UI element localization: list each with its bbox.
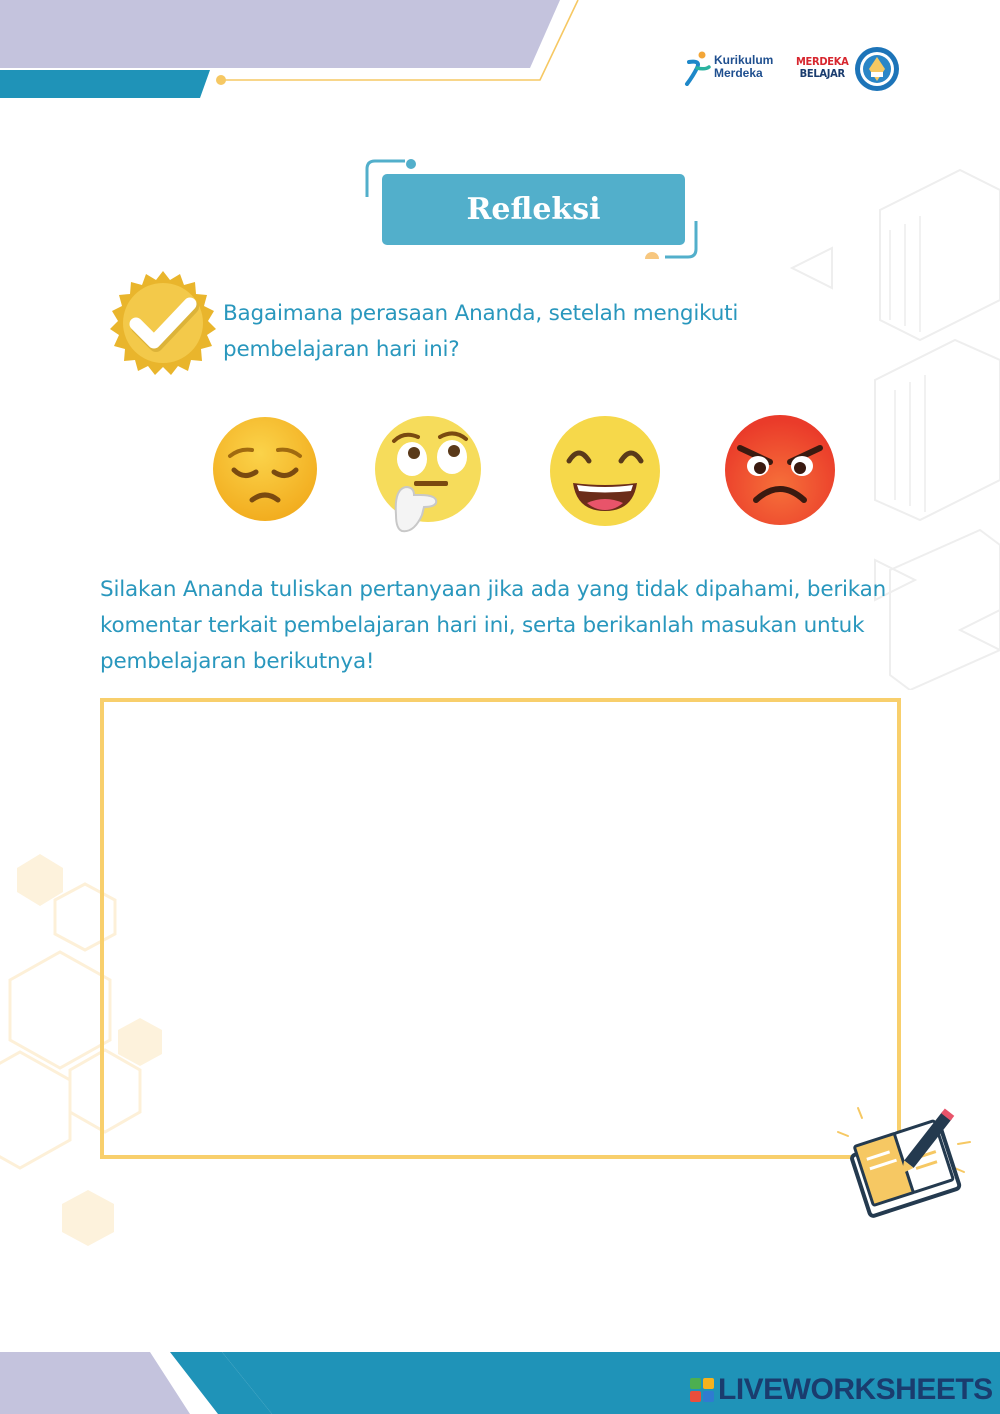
title-banner <box>365 155 705 265</box>
kurikulum-label-line2: Merdeka <box>714 66 763 80</box>
liveworksheets-brand-text: LIVEWORKSHEETS <box>718 1373 993 1406</box>
kemendikbud-emblem-icon <box>854 46 900 92</box>
page-title: Refleksi <box>382 174 685 245</box>
answer-text-area[interactable] <box>100 698 901 1159</box>
thinking-face-icon[interactable] <box>374 415 484 535</box>
reflection-question: Bagaimana perasaan Ananda, setelah mengikuti pembelajaran hari ini? <box>223 301 739 362</box>
liveworksheets-squares-icon <box>690 1378 716 1402</box>
belajar-label: BELAJAR <box>799 67 845 80</box>
reflection-instruction: Silakan Ananda tuliskan pertanyaan jika ada yang tidak dipahami, berikan komentar terkait pembelajaran hari ini, serta berikanlah masukan untuk pembelajaran berikutnya! <box>100 577 887 674</box>
kurikulum-label-line1: Kurikulum <box>714 53 774 67</box>
logos-group <box>683 44 903 92</box>
merdeka-label: MERDEKA <box>796 55 849 68</box>
liveworksheets-logo[interactable] <box>690 1372 993 1408</box>
kurikulum-merdeka-logo-icon <box>683 50 711 86</box>
check-badge-icon <box>108 268 218 378</box>
angry-face-icon[interactable] <box>724 414 836 526</box>
grinning-face-icon[interactable] <box>549 415 661 527</box>
notebook-pencil-icon <box>830 1100 980 1220</box>
pensive-face-icon[interactable] <box>212 416 318 522</box>
